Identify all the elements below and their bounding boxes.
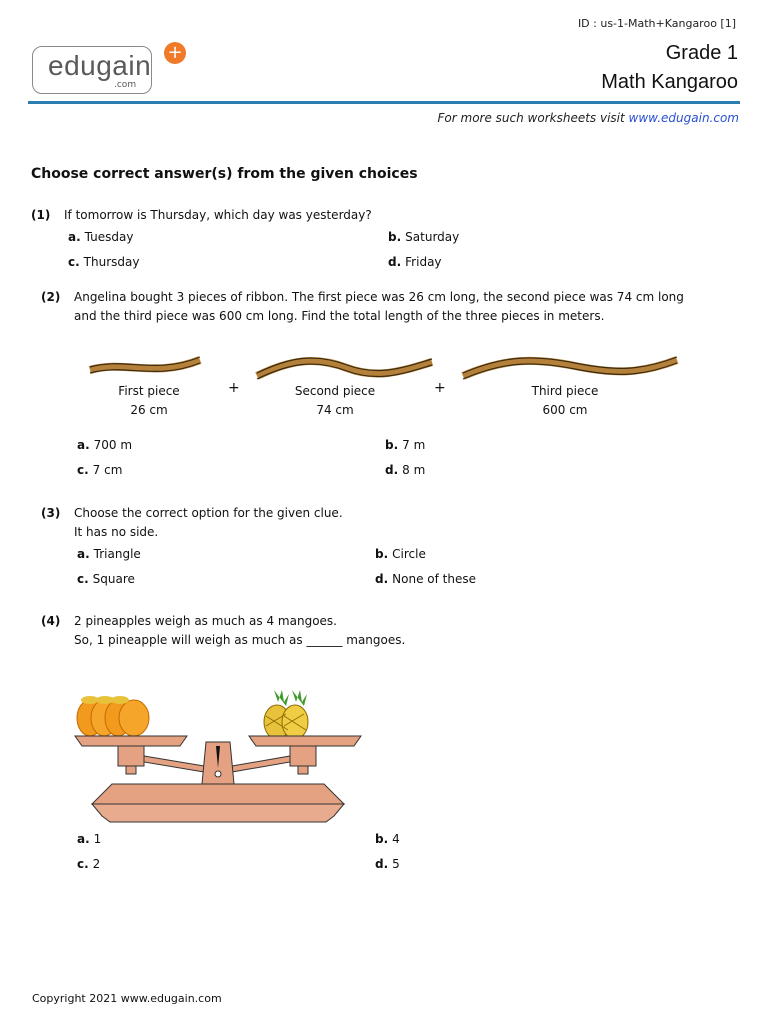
option-c[interactable] (68, 255, 139, 269)
option-text: Circle (392, 547, 426, 561)
ribbon-label-first (89, 382, 209, 420)
option-text: 700 m (93, 438, 133, 452)
option-letter: c. (77, 857, 89, 871)
question-text-line-2: and the third piece was 600 cm long. Find the total length of the three pieces in meters. (74, 309, 605, 323)
option-text: Saturday (405, 230, 460, 244)
option-text: Friday (405, 255, 442, 269)
option-letter: d. (375, 572, 389, 586)
option-text: 7 m (402, 438, 426, 452)
option-b[interactable] (375, 832, 400, 846)
option-c[interactable] (77, 572, 135, 586)
option-d[interactable] (385, 463, 425, 477)
option-letter: b. (388, 230, 402, 244)
option-letter: d. (385, 463, 399, 477)
visit-link[interactable]: www.edugain.com (628, 111, 739, 125)
option-text: 8 m (402, 463, 426, 477)
option-a[interactable] (77, 832, 101, 846)
mango-icon (77, 696, 149, 736)
plus-sign: + (434, 380, 446, 396)
option-d[interactable] (375, 572, 476, 586)
visit-text: For more such worksheets visit (437, 111, 625, 125)
ribbon-label-third (505, 382, 625, 420)
ribbon-icon (463, 357, 677, 379)
visit-line (438, 111, 739, 125)
grade-title: Grade 1 (665, 42, 738, 64)
copyright-footer: Copyright 2021 www.edugain.com (32, 992, 222, 1005)
option-text: 4 (392, 832, 400, 846)
logo-plus-icon: + (164, 42, 186, 64)
option-text: Square (92, 572, 135, 586)
option-c[interactable] (77, 463, 122, 477)
scale-icon (75, 736, 361, 822)
subject-title: Math Kangaroo (601, 71, 738, 93)
ribbon-name: Second piece (294, 384, 376, 398)
header-divider (28, 101, 740, 104)
question-number: (3) (41, 506, 61, 520)
option-letter: d. (388, 255, 402, 269)
option-a[interactable] (68, 230, 133, 244)
option-letter: a. (68, 230, 81, 244)
option-d[interactable] (375, 857, 400, 871)
worksheet-id: ID : us-1-Math+Kangaroo [1] (577, 17, 736, 30)
option-text: 7 cm (92, 463, 123, 477)
option-b[interactable] (385, 438, 425, 452)
ribbon-label-second (275, 382, 395, 420)
option-letter: c. (68, 255, 80, 269)
question-text-line-1: 2 pineapples weigh as much as 4 mangoes. (74, 614, 337, 628)
option-letter: b. (385, 438, 399, 452)
ribbon-name: First piece (118, 384, 180, 398)
option-b[interactable] (388, 230, 459, 244)
question-number: (2) (41, 290, 61, 304)
question-text-line-2: So, 1 pineapple will weigh as much as ______ mangoes. (74, 633, 406, 647)
instruction-heading: Choose correct answer(s) from the given choices (31, 166, 418, 182)
option-c[interactable] (77, 857, 100, 871)
option-letter: b. (375, 547, 389, 561)
question-number: (4) (41, 614, 61, 628)
option-a[interactable] (77, 438, 132, 452)
logo-suffix: .com (114, 80, 137, 90)
option-text: 5 (392, 857, 400, 871)
question-text-line-1: Choose the correct option for the given clue. (74, 506, 343, 520)
question-text-line-2: It has no side. (74, 525, 159, 539)
option-text: Thursday (83, 255, 140, 269)
question-text: If tomorrow is Thursday, which day was yesterday? (64, 208, 372, 222)
option-letter: a. (77, 832, 90, 846)
ribbon-length: 26 cm (130, 403, 168, 417)
option-d[interactable] (388, 255, 442, 269)
option-letter: c. (77, 463, 89, 477)
option-text: None of these (392, 572, 476, 586)
ribbon-name: Third piece (531, 384, 599, 398)
logo-text: edugain (48, 50, 152, 81)
ribbon-icon (90, 357, 207, 373)
question-text-line-1: Angelina bought 3 pieces of ribbon. The first piece was 26 cm long, the second piece was 74 cm long (74, 290, 684, 304)
question-number: (1) (31, 208, 51, 222)
option-letter: d. (375, 857, 389, 871)
option-text: 2 (92, 857, 101, 871)
option-letter: a. (77, 547, 90, 561)
option-text: Tuesday (84, 230, 134, 244)
option-text: Triangle (93, 547, 141, 561)
ribbon-length: 600 cm (542, 403, 588, 417)
ribbon-length: 74 cm (316, 403, 354, 417)
option-text: 1 (93, 832, 102, 846)
option-letter: a. (77, 438, 90, 452)
pineapple-icon (264, 690, 308, 739)
option-letter: c. (77, 572, 89, 586)
option-a[interactable] (77, 547, 141, 561)
plus-sign: + (228, 380, 240, 396)
option-b[interactable] (375, 547, 426, 561)
option-letter: b. (375, 832, 389, 846)
ribbon-icon (257, 358, 432, 379)
balance-scale-illustration (72, 686, 364, 826)
